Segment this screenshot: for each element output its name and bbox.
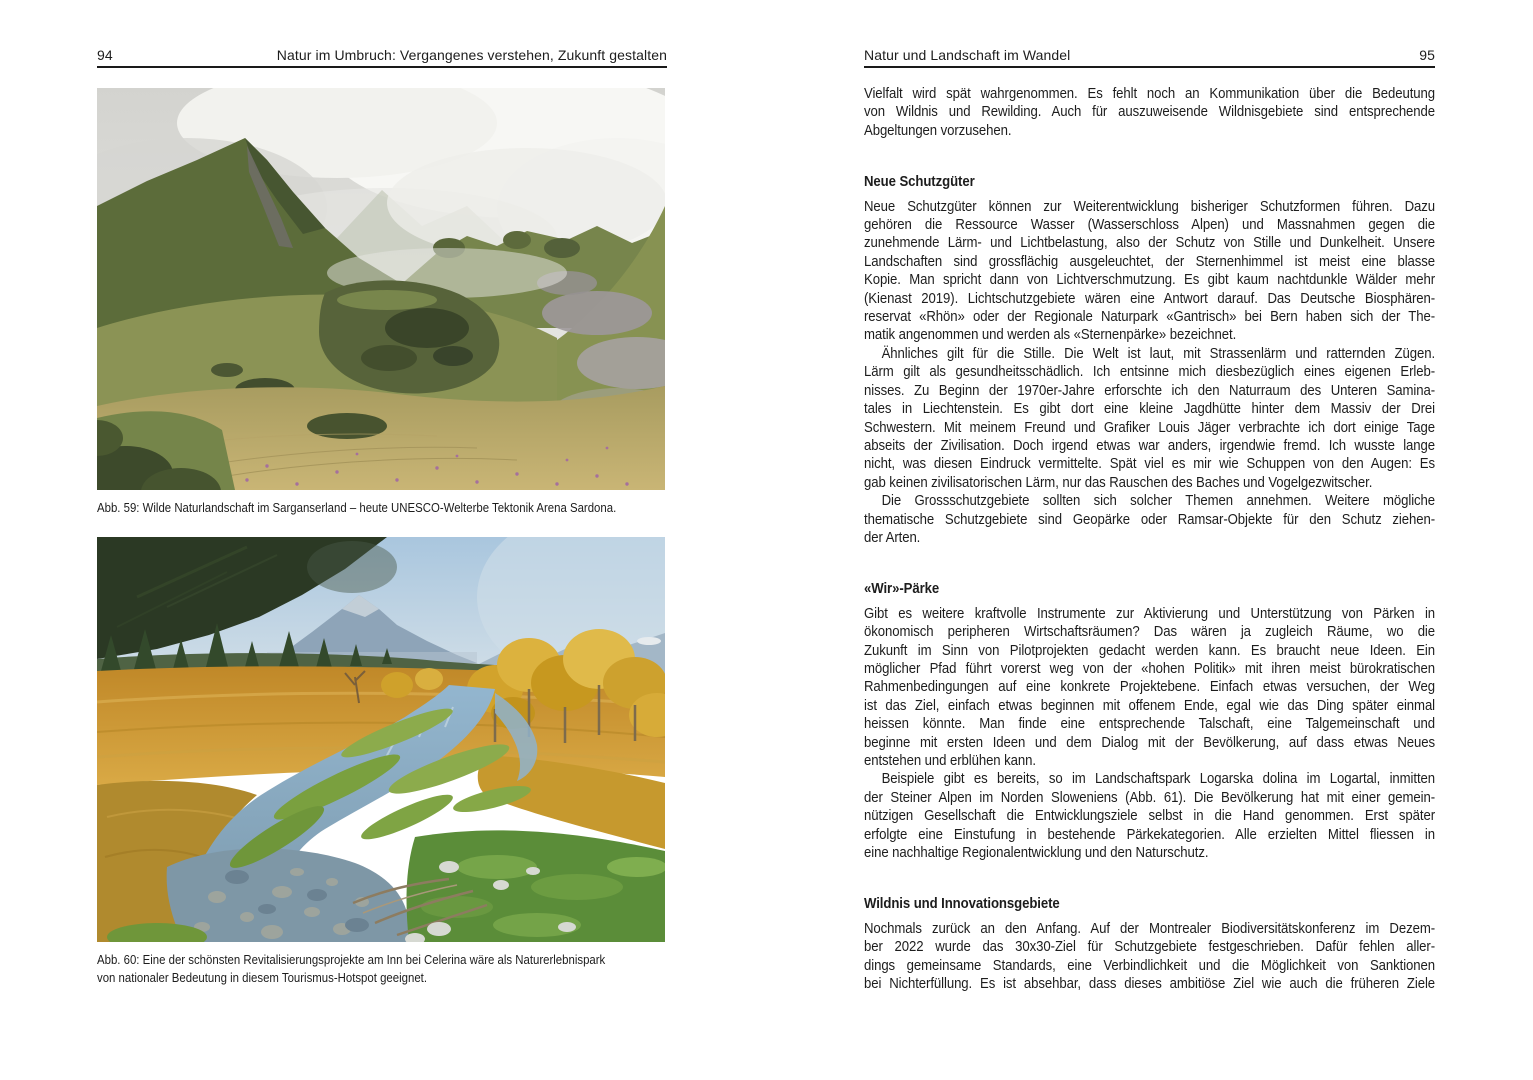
body-text-line: Beispiele gibt es bereits, so im Landschaftspark Logarska dolina im Logartal, inmitten (881, 770, 1436, 788)
body-text-line: gehören die Ressource Wasser (Wasserschloss Alpen) und Massnahmen gegen die (864, 216, 1436, 234)
body-text-line: reservat «Rhön» oder der Regionale Naturpark «Gantrisch» bei Bern haben sich der The- (864, 308, 1436, 326)
photo-alpine-wilderness (97, 88, 665, 490)
body-text-line: ist das Ziel, einfach etwas beginnen mit offenem Ende, egal wie das Ding später einmal (864, 696, 1436, 714)
body-text-line: ökonomisch peripheren Wirtschaftsräumen? Das wären ja zugleich Räume, wo die (864, 623, 1436, 641)
body-text-line: beginne mit ersten Ideen und dem Dialog mit der Bevölkerung, auf dass etwas Neues (864, 733, 1436, 751)
running-title-right: Natur und Landschaft im Wandel (864, 47, 1071, 63)
caption-line: Abb. 60: Eine der schönsten Revitalisierungsprojekte am Inn bei Celerina wäre als Naturerlebnispark (97, 952, 606, 967)
body-text-line: ber 2022 wurde das 30x30-Ziel für Schutzgebiete festgeschrieben. Dafür fehlen aller- (864, 938, 1436, 956)
body-text-line: thematische Schutzgebiete sind Geopärke oder Ramsar-Objekte für den Schutz ziehen- (864, 510, 1436, 528)
body-text-line: nützigen Gesellschaft die Entwicklungsziele selbst in die Hand genommen. Erst später (864, 807, 1436, 825)
body-text-line: Landschaften sind grossflächig ausgeleuchtet, der Sternenhimmel ist meist eine blasse (864, 252, 1436, 270)
body-text-line: erfolgte eine Einstufung in bestehende Pärkekategorien. Alle erzielten Mittel fliessen in (864, 825, 1436, 843)
body-text-line: entstehen und erblühen kann. (864, 752, 1036, 769)
body-text-line: möglicher Pfad führt vorerst weg von der «hohen Politik» mit ihren meist bürokratischen (864, 659, 1436, 677)
body-text-line: Kopie. Man spricht dann von Lichtverschmutzung. Es gibt kaum nachtdunkle Wälder mehr (864, 271, 1436, 289)
body-text-line: gab keinen zivilisatorischen Lärm, nur das Rauschen des Baches und Vogelgezwitscher. (864, 473, 1373, 491)
figure-abb-59 (97, 88, 665, 490)
page-right-header (864, 47, 1435, 63)
figure-caption-60 (97, 951, 667, 987)
body-text-line: Ähnliches gilt für die Stille. Die Welt ist laut, mit Strassenlärm und ratternden Zügen. (881, 344, 1436, 362)
figure-abb-60 (97, 537, 665, 942)
section-heading: Wildnis und Innovationsgebiete (864, 895, 1060, 913)
page-left-header (97, 47, 667, 63)
page-number-left: 94 (97, 47, 113, 63)
body-text-line: der Steiner Alpen im Norden Sloweniens (Abb. 61). Die Bevölkerung hat mit einer gemein- (864, 788, 1436, 806)
body-text-line: abseits der Zivilisation. Doch irgend etwas war anders, irgendwie fremd. Ich wusste lange (864, 436, 1436, 454)
body-text-line: heissen könnte. Man finde eine entsprechende Talschaft, eine Talgemeinschaft und (864, 715, 1436, 733)
body-text-line: Gibt es weitere kraftvolle Instrumente zur Aktivierung und Unterstützung von Pärken in (864, 604, 1436, 622)
body-text-line: bei Nichterfüllung. Es ist absehbar, dass dieses ambitiöse Ziel wie auch die früheren Ziele (864, 975, 1436, 993)
body-text-line: nisses. Zu Beginn der 1970er-Jahre erforschte ich den Naturraum des Unteren Samina- (864, 381, 1436, 399)
body-text-line: dings gemeinsame Standards, eine Verbindlichkeit und die Möglichkeit von Sanktionen (864, 956, 1436, 974)
caption-line: von nationaler Bedeutung in diesem Tourismus-Hotspot geeignet. (97, 970, 427, 985)
body-text-line: Rahmenbedingungen auf eine konkrete Projektebene. Einfach etwas versuchen, der Weg (864, 678, 1436, 696)
body-text-line: nicht, was diesen Eindruck vermittelte. Spät viel es mir wie Schuppen von den Augen: Es (864, 455, 1436, 473)
body-text-line: Die Grossschutzgebiete sollten sich solcher Themen annehmen. Weitere mögliche (881, 492, 1436, 510)
body-text-line: Nochmals zurück an den Anfang. Auf der Montrealer Biodiversitätskonferenz im Dezem- (864, 919, 1436, 937)
section-heading: Neue Schutzgüter (864, 173, 975, 191)
page-number-right: 95 (1419, 47, 1435, 63)
body-text-line: Vielfalt wird spät wahrgenommen. Es fehlt noch an Kommunikation über die Bedeutung (864, 85, 1436, 102)
section-heading: «Wir»-Pärke (864, 580, 940, 598)
body-text-line: Abgeltungen vorzusehen. (864, 121, 1012, 139)
body-text-line: tales in Liechtenstein. Es gibt dort eine kleine Jagdhütte hinter dem Massiv der Drei (864, 400, 1436, 418)
body-text-line: zunehmende Lärm- und Lichtbelastung, also der Schutz von Stille und Dunkelheit. Unsere (864, 234, 1436, 252)
body-text-line: (Kienast 2019). Lichtschutzgebiete wären eine Antwort darauf. Das Deutsche Biosphären- (864, 289, 1436, 307)
running-title-left: Natur im Umbruch: Vergangenes verstehen, Zukunft gestalten (276, 47, 667, 63)
body-text-line: eine nachhaltige Regionalentwicklung und den Naturschutz. (864, 844, 1209, 862)
body-text-line: von Wildnis und Rewilding. Auch für auszuweisende Wildnisgebiete sind entsprechende (864, 103, 1436, 121)
body-text-line: Lärm gilt als gesundheitsschädlich. Ich entsinne mich diesbezüglich eines eigenen Erleb- (864, 363, 1436, 381)
photo-inn-river-revitalization (97, 537, 665, 942)
body-text-line: Schwestern. Mit meinem Freund und Grafiker Louis Jäger verbrachte ich dort einige Tage (864, 418, 1436, 436)
header-rule-left (97, 66, 667, 68)
figure-caption-59: Abb. 59: Wilde Naturlandschaft im Sarganserland – heute UNESCO-Welterbe Tektonik Arena Sardona. (97, 500, 617, 515)
body-text-line: Zukunft im Sinn von Pilotprojekten gedacht werden kann. Es braucht neue Ideen. Ein (864, 641, 1436, 659)
body-text-line: der Arten. (864, 528, 921, 546)
text-column (864, 85, 1435, 993)
body-text-line: matik angenommen und werden als «Sternenpärke» bezeichnet. (864, 326, 1237, 344)
body-text-line: Neue Schutzgüter können zur Weiterentwicklung bisheriger Schutzformen führen. Dazu (864, 197, 1436, 215)
header-rule-right (864, 66, 1435, 68)
